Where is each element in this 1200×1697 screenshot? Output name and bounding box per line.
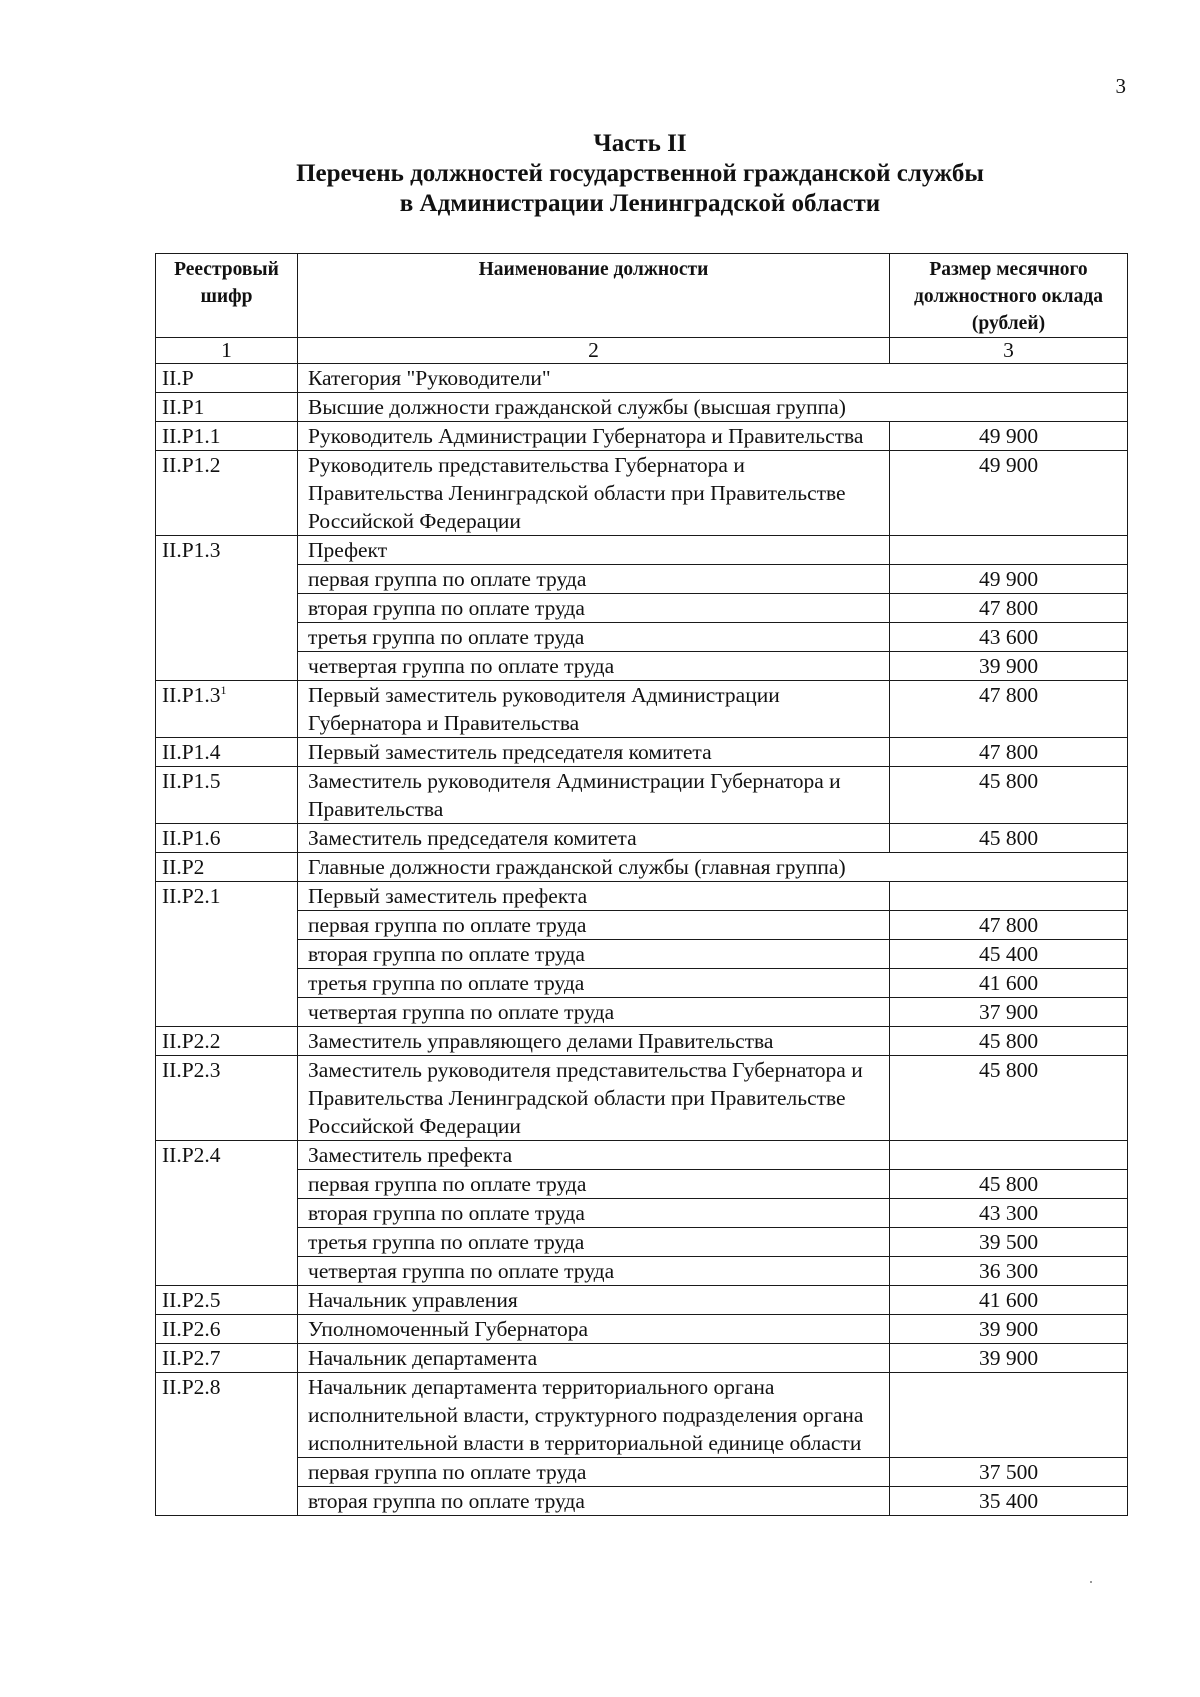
row-name: первая группа по оплате труда xyxy=(298,565,890,594)
row-name: Начальник департамента xyxy=(298,1344,890,1373)
table-row xyxy=(156,565,1128,594)
table-row xyxy=(156,767,1128,824)
table-row xyxy=(156,594,1128,623)
row-code xyxy=(156,681,298,738)
row-salary: 49 900 xyxy=(890,422,1128,451)
table-row xyxy=(156,940,1128,969)
row-name: Начальник департамента территориального органа исполнительной власти, структурного подразделения органа исполнительной власти в территориальной единице области xyxy=(298,1373,890,1458)
header-salary: Размер месячного должностного оклада (рублей) xyxy=(890,254,1128,338)
row-name: четвертая группа по оплате труда xyxy=(298,998,890,1027)
row-salary: 47 800 xyxy=(890,738,1128,767)
table-row xyxy=(156,1487,1128,1516)
row-code: II.Р xyxy=(156,364,298,393)
row-salary: 43 300 xyxy=(890,1199,1128,1228)
row-name: вторая группа по оплате труда xyxy=(298,1487,890,1516)
row-name: третья группа по оплате труда xyxy=(298,1228,890,1257)
row-name: Руководитель Администрации Губернатора и Правительства xyxy=(298,422,890,451)
row-code: II.Р2.3 xyxy=(156,1056,298,1141)
row-salary: 49 900 xyxy=(890,451,1128,536)
table-row xyxy=(156,536,1128,565)
table-row xyxy=(156,681,1128,738)
page-number: 3 xyxy=(1115,74,1126,98)
table-row xyxy=(156,1199,1128,1228)
row-name: Заместитель руководителя Администрации Губернатора и Правительства xyxy=(298,767,890,824)
scan-speck xyxy=(1090,1581,1092,1583)
row-name: вторая группа по оплате труда xyxy=(298,594,890,623)
row-code: II.Р1.4 xyxy=(156,738,298,767)
row-salary: 45 800 xyxy=(890,824,1128,853)
table-row xyxy=(156,1027,1128,1056)
row-name: Заместитель управляющего делами Правительства xyxy=(298,1027,890,1056)
table-row xyxy=(156,652,1128,681)
table-row xyxy=(156,911,1128,940)
row-code: II.Р2.7 xyxy=(156,1344,298,1373)
table-row xyxy=(156,364,1128,393)
table-row xyxy=(156,882,1128,911)
row-salary xyxy=(890,1373,1128,1458)
table-row xyxy=(156,393,1128,422)
row-name: первая группа по оплате труда xyxy=(298,1170,890,1199)
header-name: Наименование должности xyxy=(298,254,890,338)
row-code: II.Р2.4 xyxy=(156,1141,298,1286)
footnote-marker: 1 xyxy=(220,682,227,697)
table-row xyxy=(156,1141,1128,1170)
column-number: 3 xyxy=(890,338,1128,364)
table-row xyxy=(156,1228,1128,1257)
row-code: II.Р2.5 xyxy=(156,1286,298,1315)
row-salary: 47 800 xyxy=(890,911,1128,940)
table-row xyxy=(156,1315,1128,1344)
table-row xyxy=(156,1373,1128,1458)
row-name: первая группа по оплате труда xyxy=(298,911,890,940)
table-row xyxy=(156,1286,1128,1315)
row-name: Начальник управления xyxy=(298,1286,890,1315)
row-salary: 37 900 xyxy=(890,998,1128,1027)
row-salary: 39 900 xyxy=(890,1344,1128,1373)
row-salary: 36 300 xyxy=(890,1257,1128,1286)
row-code: II.Р2.1 xyxy=(156,882,298,1027)
row-name: вторая группа по оплате труда xyxy=(298,1199,890,1228)
title-organization: в Администрации Ленинградской области xyxy=(399,190,881,217)
row-name: Главные должности гражданской службы (главная группа) xyxy=(298,853,1128,882)
row-code: II.Р2.2 xyxy=(156,1027,298,1056)
table-row xyxy=(156,738,1128,767)
row-code: II.Р1 xyxy=(156,393,298,422)
table-row xyxy=(156,853,1128,882)
row-salary: 41 600 xyxy=(890,1286,1128,1315)
row-salary: 49 900 xyxy=(890,565,1128,594)
table-row xyxy=(156,623,1128,652)
row-name: Префект xyxy=(298,536,890,565)
row-name: Первый заместитель префекта xyxy=(298,882,890,911)
row-name: Категория "Руководители" xyxy=(298,364,1128,393)
table-row xyxy=(156,1344,1128,1373)
row-salary: 39 900 xyxy=(890,652,1128,681)
row-code: II.Р1.5 xyxy=(156,767,298,824)
row-salary: 45 800 xyxy=(890,767,1128,824)
title-list-name: Перечень должностей государственной гражданской службы xyxy=(296,160,984,187)
table-row xyxy=(156,451,1128,536)
row-salary: 45 800 xyxy=(890,1056,1128,1141)
row-code: II.Р1.2 xyxy=(156,451,298,536)
positions-table xyxy=(155,253,1128,1516)
row-name: Первый заместитель руководителя Администрации Губернатора и Правительства xyxy=(298,681,890,738)
column-number: 2 xyxy=(298,338,890,364)
table-row xyxy=(156,824,1128,853)
row-name: третья группа по оплате труда xyxy=(298,969,890,998)
row-salary: 45 400 xyxy=(890,940,1128,969)
table-row xyxy=(156,1170,1128,1199)
column-number-row xyxy=(156,338,1128,364)
row-name: третья группа по оплате труда xyxy=(298,623,890,652)
row-code: II.Р1.3 xyxy=(156,536,298,681)
row-salary xyxy=(890,536,1128,565)
table-row xyxy=(156,969,1128,998)
row-name: четвертая группа по оплате труда xyxy=(298,652,890,681)
title-part: Часть II xyxy=(593,130,687,157)
row-salary xyxy=(890,1141,1128,1170)
row-salary: 39 500 xyxy=(890,1228,1128,1257)
table-header-row xyxy=(156,254,1128,338)
table-row xyxy=(156,1458,1128,1487)
row-name: Заместитель префекта xyxy=(298,1141,890,1170)
table-row xyxy=(156,1257,1128,1286)
row-code: II.Р2.8 xyxy=(156,1373,298,1516)
row-name: вторая группа по оплате труда xyxy=(298,940,890,969)
row-code: II.Р2.6 xyxy=(156,1315,298,1344)
table-row xyxy=(156,1056,1128,1141)
table-row xyxy=(156,998,1128,1027)
row-salary xyxy=(890,882,1128,911)
row-salary: 45 800 xyxy=(890,1027,1128,1056)
row-salary: 43 600 xyxy=(890,623,1128,652)
row-name: четвертая группа по оплате труда xyxy=(298,1257,890,1286)
row-code: II.Р1.6 xyxy=(156,824,298,853)
row-salary: 37 500 xyxy=(890,1458,1128,1487)
row-code: II.Р1.1 xyxy=(156,422,298,451)
row-name: Высшие должности гражданской службы (высшая группа) xyxy=(298,393,1128,422)
row-name: первая группа по оплате труда xyxy=(298,1458,890,1487)
row-salary: 45 800 xyxy=(890,1170,1128,1199)
row-name: Руководитель представительства Губернатора и Правительства Ленинградской области при Правительстве Российской Федерации xyxy=(298,451,890,536)
row-salary: 47 800 xyxy=(890,681,1128,738)
row-salary: 47 800 xyxy=(890,594,1128,623)
row-code-text: II.Р1.3 xyxy=(162,683,221,707)
document-title xyxy=(155,129,1125,219)
row-name: Заместитель председателя комитета xyxy=(298,824,890,853)
header-code: Реестровый шифр xyxy=(156,254,298,338)
table-row xyxy=(156,422,1128,451)
column-number: 1 xyxy=(156,338,298,364)
row-code: II.Р2 xyxy=(156,853,298,882)
row-name: Первый заместитель председателя комитета xyxy=(298,738,890,767)
row-salary: 35 400 xyxy=(890,1487,1128,1516)
row-salary: 41 600 xyxy=(890,969,1128,998)
row-salary: 39 900 xyxy=(890,1315,1128,1344)
row-name: Уполномоченный Губернатора xyxy=(298,1315,890,1344)
row-name: Заместитель руководителя представительства Губернатора и Правительства Ленинградской области при Правительстве Российской Федерации xyxy=(298,1056,890,1141)
